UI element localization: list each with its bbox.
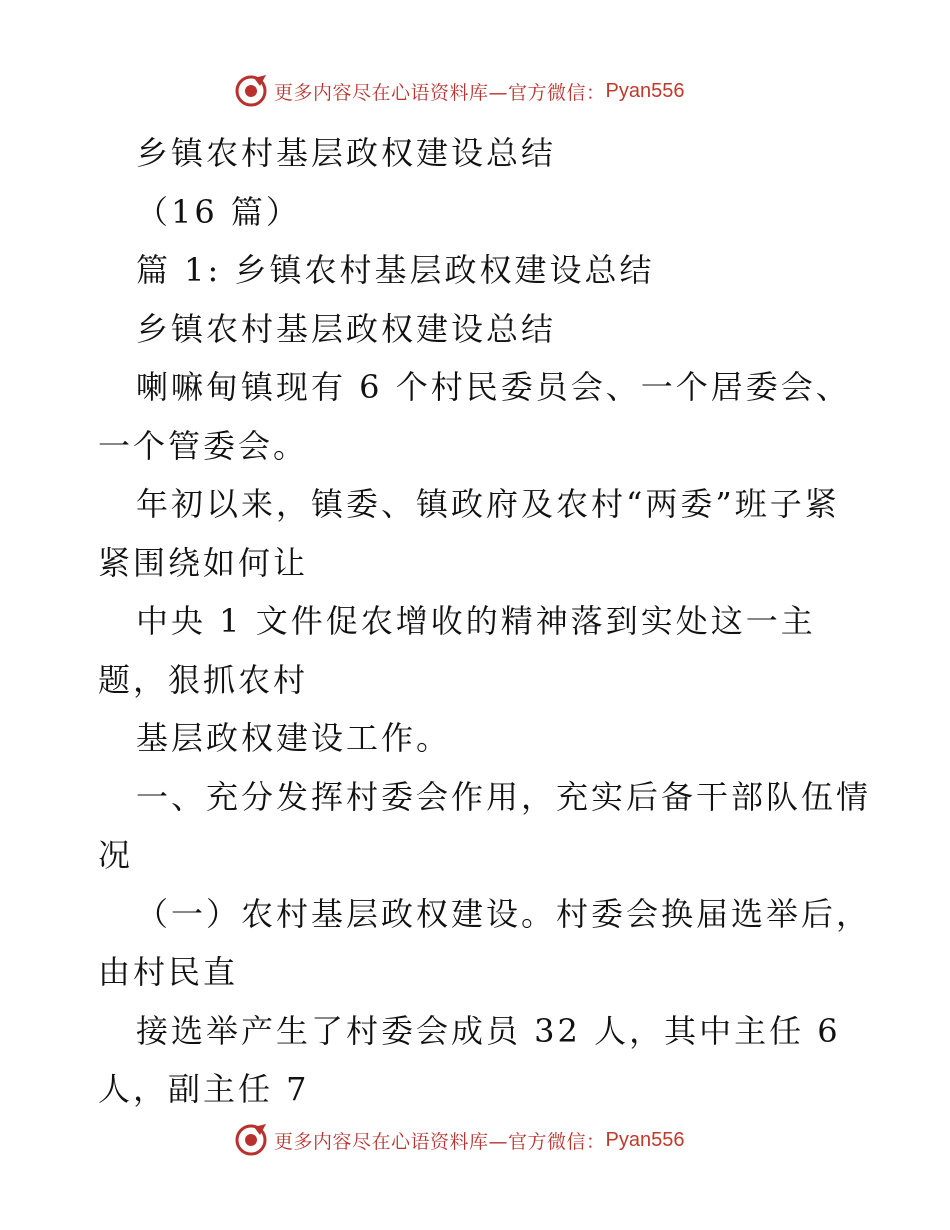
text-line: 乡镇农村基层政权建设总结 (136, 134, 557, 172)
text-line: 喇嘛甸镇现有 6 个村民委员会、一个居委会、 (136, 368, 851, 406)
text-line: 中央 1 文件促农增收的精神落到实处这一主 (136, 602, 816, 640)
text-line: 紧围绕如何让 (98, 543, 309, 582)
text-line: 题，狠抓农村 (98, 660, 309, 699)
text-line: 基层政权建设工作。 (136, 719, 452, 757)
text-line: 接选举产生了村委会成员 32 人，其中主任 6 (136, 1011, 841, 1050)
watermark-wechat-id: Pyan556 (605, 79, 685, 102)
text-line: （16 篇） (136, 192, 301, 231)
logo-icon (234, 74, 268, 108)
text-line: 况 (98, 836, 134, 874)
text-line: （一）农村基层政权建设。村委会换届选举后， (136, 894, 872, 933)
text-line: 乡镇农村基层政权建设总结 (136, 309, 557, 348)
logo-icon (234, 1123, 268, 1157)
document-body (98, 124, 872, 1119)
watermark-text: 更多内容尽在心语资料库—官方微信： (274, 81, 606, 104)
text-line: 人，副主任 7 (98, 1070, 310, 1108)
watermark-header (234, 71, 684, 111)
text-line: 篇 1: 乡镇农村基层政权建设总结 (136, 251, 655, 289)
watermark-wechat-id: Pyan556 (605, 1128, 685, 1151)
text-line: 由村民直 (98, 953, 239, 991)
text-line: 一个管委会。 (98, 426, 309, 465)
watermark-text: 更多内容尽在心语资料库—官方微信： (274, 1130, 606, 1153)
text-line: 一、充分发挥村委会作用，充实后备干部队伍情 (136, 777, 872, 816)
text-line: 年初以来，镇委、镇政府及农村“两委”班子紧 (136, 485, 840, 523)
watermark-footer (234, 1120, 684, 1160)
